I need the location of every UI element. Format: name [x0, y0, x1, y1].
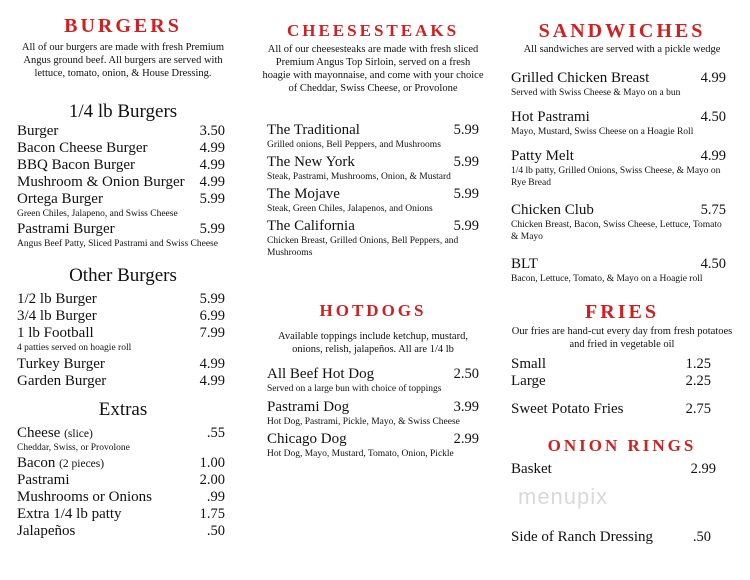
item-note: Served on a large bun with choice of toppings: [267, 384, 442, 394]
item-price: .99: [206, 489, 225, 505]
item-name: Sweet Potato Fries: [511, 401, 624, 417]
item-name: BLT: [511, 256, 538, 272]
item-name: Turkey Burger: [17, 356, 105, 372]
menu-item: [17, 472, 225, 489]
item-name: Burger: [17, 123, 59, 139]
quarter-lb-heading: 1/4 lb Burgers: [68, 101, 178, 122]
item-price: 4.99: [199, 356, 225, 372]
item-price: 2.99: [453, 431, 479, 447]
fries-title: FRIES: [585, 301, 659, 323]
item-name: BBQ Bacon Burger: [17, 157, 136, 173]
menu-item: [511, 109, 726, 138]
watermark: menupix: [518, 484, 609, 509]
item-price: 1.00: [199, 455, 225, 471]
item-name: Bacon Cheese Burger: [17, 140, 148, 156]
menu-item: [17, 325, 225, 354]
menu-item: [17, 221, 225, 250]
item-note: Angus Beef Patty, Sliced Pastrami and Swiss Cheese: [17, 239, 218, 249]
item-name: The Traditional: [267, 122, 360, 138]
sandwiches-title: SANDWICHES: [538, 20, 706, 42]
item-note: Hot Dog, Mayo, Mustard, Tomato, Onion, Pickle: [267, 449, 454, 459]
menu-item: [267, 218, 479, 259]
item-price: 4.99: [199, 140, 225, 156]
item-price: .55: [206, 425, 225, 441]
item-price: 2.99: [690, 461, 716, 477]
menu-item: [511, 148, 726, 189]
item-price: .50: [692, 529, 711, 545]
item-note: Steak, Green Chiles, Jalapenos, and Onions: [267, 204, 433, 214]
item-note: Bacon, Lettuce, Tomato, & Mayo on a Hoagie roll: [511, 274, 703, 284]
item-note: Cheddar, Swiss, or Provolone: [17, 443, 130, 453]
item-name: Bacon: [17, 455, 56, 471]
item-price: 5.99: [199, 191, 225, 207]
menu-item: [267, 122, 479, 151]
item-price: 5.99: [453, 154, 479, 170]
item-price: 3.99: [453, 399, 479, 415]
item-price: 4.99: [199, 157, 225, 173]
item-name: Mushrooms or Onions: [17, 489, 153, 505]
item-name: Pastrami Burger: [17, 221, 115, 237]
item-price: 3.50: [199, 123, 225, 139]
item-price: 5.99: [199, 291, 225, 307]
item-price: 2.50: [453, 366, 479, 382]
menu-item: [17, 308, 225, 325]
item-qualifier: (2 pieces): [59, 458, 105, 470]
item-note: Green Chiles, Jalapeno, and Swiss Cheese: [17, 209, 178, 219]
burgers-title: BURGERS: [64, 15, 182, 37]
item-price: 2.00: [199, 472, 225, 488]
hotdogs-title: HOTDOGS: [319, 301, 427, 320]
menu-item: [511, 356, 711, 373]
item-name: The New York: [267, 154, 355, 170]
menu-item: [17, 425, 225, 454]
item-name: Large: [511, 373, 546, 389]
item-price: 4.99: [700, 148, 726, 164]
menu-item: [267, 366, 479, 395]
menu-item: [267, 154, 479, 183]
item-price: 5.99: [199, 221, 225, 237]
item-name: Chicago Dog: [267, 431, 347, 447]
item-note: Chicken Breast, Grilled Onions, Bell Peppers, and Mushrooms: [267, 236, 459, 258]
item-name: The California: [267, 218, 355, 234]
menu-item: [17, 123, 225, 140]
menu-item: [511, 202, 726, 243]
menu-item: [511, 256, 726, 285]
fries-description: Our fries are hand-cut every day from fresh potatoes and fried in vegetable oil: [511, 326, 733, 350]
item-name: Grilled Chicken Breast: [511, 70, 650, 86]
item-price: 1.75: [199, 506, 225, 522]
item-name: Chicken Club: [511, 202, 594, 218]
menu-item: [17, 157, 225, 174]
item-name: Small: [511, 356, 547, 372]
item-name: Hot Pastrami: [511, 109, 590, 125]
item-price: 5.99: [453, 122, 479, 138]
item-price: 5.99: [453, 186, 479, 202]
item-name: Patty Melt: [511, 148, 574, 164]
menu-item: [511, 401, 711, 418]
item-name: Pastrami: [17, 472, 70, 488]
menu-item: [17, 523, 225, 540]
item-name: 3/4 lb Burger: [17, 308, 97, 324]
item-price: 4.50: [700, 256, 726, 272]
menu-item: [267, 186, 479, 215]
item-name: The Mojave: [267, 186, 340, 202]
menu-item: [511, 529, 711, 546]
item-note: Grilled onions, Bell Peppers, and Mushrooms: [267, 140, 441, 150]
item-price: 5.75: [700, 202, 726, 218]
menu-item: [17, 291, 225, 308]
item-name: Mushroom & Onion Burger: [17, 174, 185, 190]
item-price: .50: [206, 523, 225, 539]
menu-item: [17, 191, 225, 220]
item-price: 4.99: [199, 373, 225, 389]
item-note: Mayo, Mustard, Swiss Cheese on a Hoagie Roll: [511, 127, 694, 137]
menu-item: [267, 399, 479, 428]
item-name: All Beef Hot Dog: [267, 366, 375, 382]
cheesesteaks-title: CHEESESTEAKS: [286, 21, 460, 40]
item-name: Basket: [511, 461, 552, 477]
item-name: Pastrami Dog: [267, 399, 350, 415]
item-note: Served with Swiss Cheese & Mayo on a bun: [511, 88, 681, 98]
item-price: 2.75: [685, 401, 711, 417]
menu-item: [511, 70, 726, 99]
item-price: 4.99: [199, 174, 225, 190]
burgers-description: All of our burgers are made with fresh Premium Angus ground beef. All burgers are served with lettuce, tomato, onion, & House Dressing.: [21, 42, 225, 79]
item-price: 4.50: [700, 109, 726, 125]
item-note: 1/4 lb patty, Grilled Onions, Swiss Cheese, & Mayo on Rye Bread: [511, 166, 721, 188]
menu-item: [511, 461, 716, 478]
item-name: 1/2 lb Burger: [17, 291, 97, 307]
item-price: 4.99: [700, 70, 726, 86]
item-price: 5.99: [453, 218, 479, 234]
menu-item: [17, 140, 225, 157]
item-note: 4 patties served on hoagie roll: [17, 343, 132, 353]
item-note: Hot Dog, Pastrami, Pickle, Mayo, & Swiss Cheese: [267, 417, 460, 427]
item-name: Jalapeños: [17, 523, 76, 539]
menu-item: [17, 455, 225, 472]
sandwiches-description: All sandwiches are served with a pickle wedge: [523, 44, 721, 55]
item-qualifier: (slice): [64, 428, 93, 440]
item-name: Cheese: [17, 425, 61, 441]
menu-item: [267, 431, 479, 460]
cheesesteaks-description: All of our cheesesteaks are made with fresh sliced Premium Angus Top Sirloin, served on a fresh hoagie with mayonnaise, and come with your choice of Cheddar, Swiss Cheese, or Provolone: [262, 44, 484, 94]
menu-item: [17, 174, 225, 191]
extras-heading: Extras: [98, 399, 148, 420]
menu-item: [511, 373, 711, 390]
item-price: 1.25: [685, 356, 711, 372]
item-name: Extra 1/4 lb patty: [17, 506, 122, 522]
item-note: Chicken Breast, Bacon, Swiss Cheese, Lettuce, Tomato & Mayo: [511, 220, 722, 242]
menu-item: [17, 356, 225, 373]
menu-item: [17, 506, 225, 523]
item-price: 7.99: [199, 325, 225, 341]
item-price: 2.25: [685, 373, 711, 389]
item-name: Side of Ranch Dressing: [511, 529, 654, 545]
hotdogs-description: Available toppings include ketchup, mustard, onions, relish, jalapeños. All are 1/4 lb: [278, 331, 468, 355]
other-burgers-heading: Other Burgers: [69, 265, 177, 286]
item-price: 6.99: [199, 308, 225, 324]
item-name: Garden Burger: [17, 373, 107, 389]
onion-rings-title: ONION RINGS: [547, 436, 697, 455]
item-note: Steak, Pastrami, Mushrooms, Onion, & Mustard: [267, 172, 451, 182]
menu-item: [17, 373, 225, 390]
item-name: 1 lb Football: [17, 325, 94, 341]
menu-item: [17, 489, 225, 506]
item-name: Ortega Burger: [17, 191, 103, 207]
